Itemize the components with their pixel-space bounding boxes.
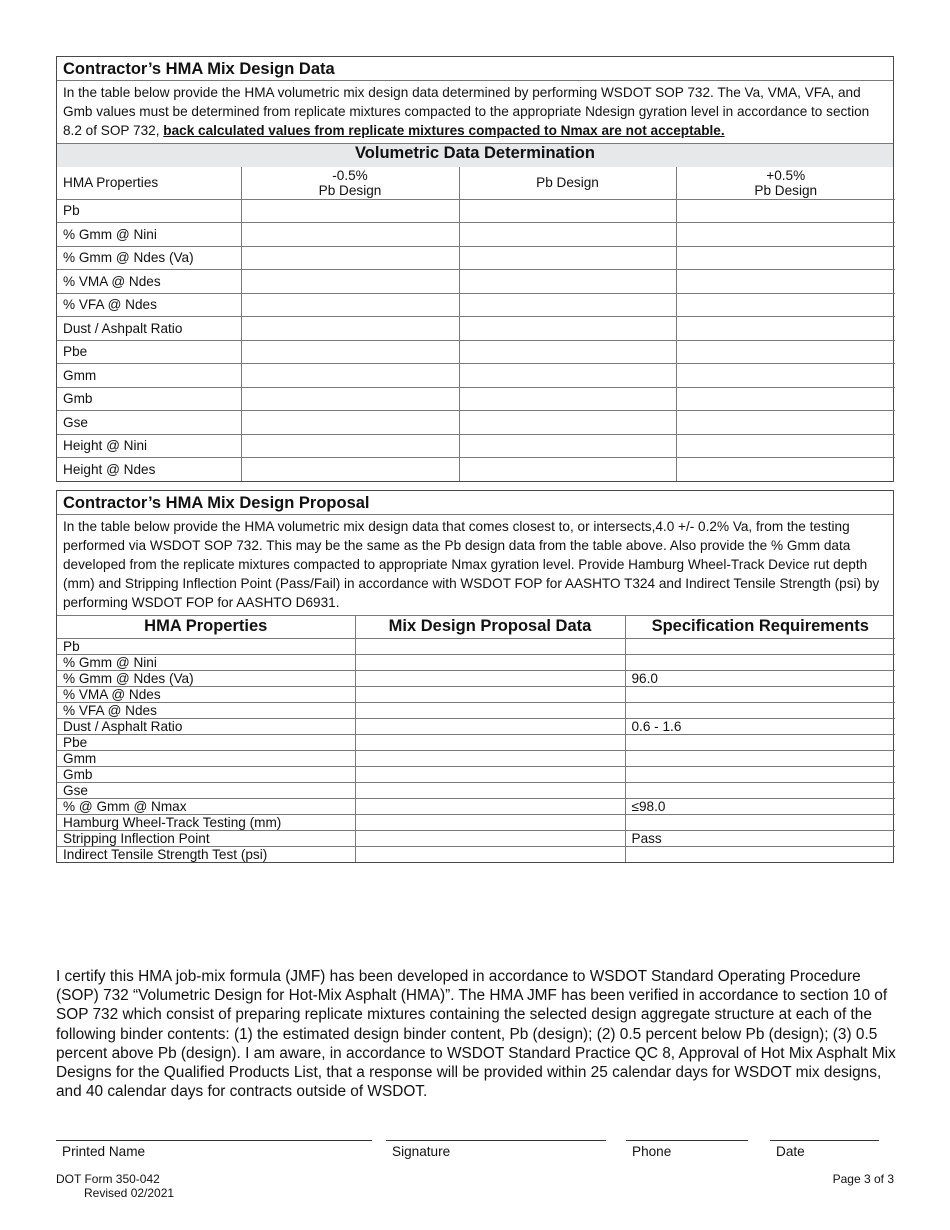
date-line[interactable]: [770, 1140, 879, 1141]
property-label: Gmm: [57, 750, 355, 766]
header-specification-requirements: Specification Requirements: [625, 616, 895, 638]
property-label: % Gmm @ Ndes (Va): [57, 246, 241, 270]
volumetric-row: [57, 270, 895, 294]
page-number: Page 3 of 3: [832, 1172, 894, 1186]
header-minus-half-pb: -0.5% Pb Design: [241, 167, 459, 199]
property-label: Hamburg Wheel-Track Testing (mm): [57, 814, 355, 830]
minus-half-pb-cell[interactable]: [241, 293, 459, 317]
plus-half-pb-cell[interactable]: [676, 387, 895, 411]
volumetric-data-band: Volumetric Data Determination: [57, 143, 893, 167]
volumetric-row: [57, 223, 895, 247]
proposal-header-row: [57, 616, 895, 638]
proposal-row: [57, 718, 895, 734]
proposal-data-cell[interactable]: [355, 814, 625, 830]
specification-cell: [625, 782, 895, 798]
proposal-data-cell[interactable]: [355, 798, 625, 814]
plus-half-pb-cell[interactable]: [676, 270, 895, 294]
mix-design-proposal-section: [56, 490, 894, 863]
mix-design-data-instructions: In the table below provide the HMA volumetric mix design data determined by performing WSDOT SOP 732. The Va, VMA, VFA, and Gmb values must be determined from replicate mixtures compacted to the appropriate Ndesign gyration level in accordance to section 8.2 of SOP 732, back calculated values from replicate mixtures compacted to Nmax are not acceptable.: [63, 85, 870, 138]
volumetric-row: [57, 340, 895, 364]
printed-name-line[interactable]: [56, 1140, 372, 1141]
header-hma-properties: HMA Properties: [57, 167, 241, 199]
proposal-row: [57, 846, 895, 862]
specification-cell: [625, 734, 895, 750]
proposal-row: [57, 638, 895, 654]
plus-half-pb-cell[interactable]: [676, 246, 895, 270]
proposal-data-cell[interactable]: [355, 718, 625, 734]
proposal-row: [57, 670, 895, 686]
proposal-row: [57, 654, 895, 670]
property-label: Pb: [57, 638, 355, 654]
specification-cell: Pass: [625, 830, 895, 846]
property-label: Stripping Inflection Point: [57, 830, 355, 846]
phone-label: Phone: [632, 1144, 672, 1159]
property-label: Indirect Tensile Strength Test (psi): [57, 846, 355, 862]
specification-cell: 0.6 - 1.6: [625, 718, 895, 734]
property-label: Gse: [57, 782, 355, 798]
pb-design-cell[interactable]: [459, 458, 676, 482]
property-label: % Gmm @ Nini: [57, 654, 355, 670]
property-label: % Gmm @ Nini: [57, 223, 241, 247]
minus-half-pb-cell[interactable]: [241, 270, 459, 294]
plus-half-pb-cell[interactable]: [676, 434, 895, 458]
pb-design-cell[interactable]: [459, 340, 676, 364]
property-label: % VMA @ Ndes: [57, 270, 241, 294]
proposal-data-cell[interactable]: [355, 750, 625, 766]
property-label: Pbe: [57, 340, 241, 364]
proposal-row: [57, 814, 895, 830]
section-title-mix-design-proposal: Contractor’s HMA Mix Design Proposal: [57, 491, 893, 515]
property-label: % @ Gmm @ Nmax: [57, 798, 355, 814]
mix-design-proposal-instructions: In the table below provide the HMA volumetric mix design data that comes closest to, or intersects,4.0 +/- 0.2% Va, from the testing performed via WSDOT SOP 732. This may be the same as the Pb design data from the table above. Also provide the % Gmm data developed from the replicate mixtures compacted to appropriate Nmax gyration level. Provide Hamburg Wheel-Track Device rut depth (mm) and Stripping Inflection Point (Pass/Fail) in accordance with WSDOT FOP for AASHTO T324 and Indirect Tensile Strength (psi) by performing WSDOT FOP for AASHTO D6931.: [57, 515, 893, 616]
volumetric-row: [57, 246, 895, 270]
property-label: Gse: [57, 411, 241, 435]
proposal-data-cell[interactable]: [355, 638, 625, 654]
proposal-row: [57, 686, 895, 702]
property-label: Height @ Ndes: [57, 458, 241, 482]
plus-half-pb-cell[interactable]: [676, 199, 895, 223]
pb-design-cell[interactable]: [459, 223, 676, 247]
pb-design-cell[interactable]: [459, 434, 676, 458]
proposal-row: [57, 766, 895, 782]
plus-half-pb-cell[interactable]: [676, 223, 895, 247]
header-plus-half-pb: +0.5% Pb Design: [676, 167, 895, 199]
proposal-row: [57, 750, 895, 766]
plus-half-pb-cell[interactable]: [676, 411, 895, 435]
minus-half-pb-cell[interactable]: [241, 434, 459, 458]
specification-cell: [625, 638, 895, 654]
proposal-data-cell[interactable]: [355, 734, 625, 750]
minus-half-pb-cell[interactable]: [241, 411, 459, 435]
pb-design-cell[interactable]: [459, 411, 676, 435]
specification-cell: [625, 686, 895, 702]
minus-half-pb-cell[interactable]: [241, 364, 459, 388]
volumetric-row: [57, 411, 895, 435]
volumetric-data-table: [57, 167, 895, 481]
proposal-data-cell[interactable]: [355, 830, 625, 846]
property-label: % VMA @ Ndes: [57, 686, 355, 702]
volumetric-row: [57, 434, 895, 458]
proposal-data-cell[interactable]: [355, 846, 625, 862]
header-mix-design-proposal-data: Mix Design Proposal Data: [355, 616, 625, 638]
proposal-data-cell[interactable]: [355, 782, 625, 798]
specification-cell: [625, 702, 895, 718]
header-pb-design: Pb Design: [459, 167, 676, 199]
pb-design-cell[interactable]: [459, 317, 676, 341]
volumetric-row: [57, 199, 895, 223]
certification-statement: I certify this HMA job-mix formula (JMF) has been developed in accordance to WSDOT Standard Operating Procedure (SOP) 732 “Volumetric Design for Hot-Mix Asphalt (HMA)”. The HMA JMF has been verified in accordance to section 10 of SOP 732 which consist of preparing replicate mixtures containing the selected design aggregate structure at each of the following binder contents: (1) the estimated design binder content, Pb (design); (2) 0.5 percent below Pb (design); (3) 0.5 percent above Pb (design). I am aware, in accordance to WSDOT Standard Practice QC 8, Approval of Hot Mix Asphalt Mix Designs for the Qualified Products List, that a response will be provided within 25 calendar days for WSDOT mix designs, and 40 calendar days for contracts outside of WSDOT.: [56, 968, 896, 1101]
specification-cell: [625, 766, 895, 782]
minus-half-pb-cell[interactable]: [241, 317, 459, 341]
signature-label: Signature: [392, 1144, 451, 1159]
minus-half-pb-cell[interactable]: [241, 458, 459, 482]
revision-date: Revised 02/2021: [84, 1186, 175, 1200]
proposal-data-cell[interactable]: [355, 670, 625, 686]
specification-cell: [625, 750, 895, 766]
proposal-row: [57, 734, 895, 750]
property-label: % Gmm @ Ndes (Va): [57, 670, 355, 686]
proposal-data-cell[interactable]: [355, 766, 625, 782]
volumetric-row: [57, 387, 895, 411]
volumetric-row: [57, 317, 895, 341]
minus-half-pb-cell[interactable]: [241, 223, 459, 247]
minus-half-pb-cell[interactable]: [241, 246, 459, 270]
specification-cell: [625, 814, 895, 830]
minus-half-pb-cell[interactable]: [241, 387, 459, 411]
mix-design-data-section: [56, 56, 894, 482]
plus-half-pb-cell[interactable]: [676, 364, 895, 388]
phone-line[interactable]: [626, 1140, 748, 1141]
property-label: Gmb: [57, 387, 241, 411]
proposal-data-cell[interactable]: [355, 702, 625, 718]
nmax-warning: back calculated values from replicate mixtures compacted to Nmax are not acceptable.: [163, 123, 725, 138]
property-label: Height @ Nini: [57, 434, 241, 458]
plus-half-pb-cell[interactable]: [676, 340, 895, 364]
proposal-row: [57, 782, 895, 798]
form-number: DOT Form 350-042: [56, 1172, 160, 1186]
plus-half-pb-cell[interactable]: [676, 458, 895, 482]
date-label: Date: [776, 1144, 805, 1159]
proposal-row: [57, 830, 895, 846]
pb-design-cell[interactable]: [459, 364, 676, 388]
plus-half-pb-cell[interactable]: [676, 317, 895, 341]
volumetric-header-row: [57, 167, 895, 199]
specification-cell: [625, 654, 895, 670]
property-label: Gmm: [57, 364, 241, 388]
volumetric-row: [57, 458, 895, 482]
printed-name-label: Printed Name: [62, 1144, 146, 1159]
property-label: Pb: [57, 199, 241, 223]
volumetric-row: [57, 364, 895, 388]
minus-half-pb-cell[interactable]: [241, 340, 459, 364]
pb-design-cell[interactable]: [459, 293, 676, 317]
proposal-row: [57, 702, 895, 718]
proposal-row: [57, 798, 895, 814]
pb-design-cell[interactable]: [459, 270, 676, 294]
pb-design-cell[interactable]: [459, 199, 676, 223]
specification-cell: [625, 846, 895, 862]
specification-cell: ≤98.0: [625, 798, 895, 814]
property-label: Dust / Ashpalt Ratio: [57, 317, 241, 341]
property-label: % VFA @ Ndes: [57, 702, 355, 718]
section-title-mix-design-data: Contractor’s HMA Mix Design Data: [57, 57, 893, 81]
header-hma-properties: HMA Properties: [57, 616, 355, 638]
mix-design-proposal-table: [57, 616, 895, 862]
proposal-data-cell[interactable]: [355, 654, 625, 670]
specification-cell: 96.0: [625, 670, 895, 686]
property-label: Gmb: [57, 766, 355, 782]
property-label: Pbe: [57, 734, 355, 750]
property-label: % VFA @ Ndes: [57, 293, 241, 317]
volumetric-row: [57, 293, 895, 317]
pb-design-cell[interactable]: [459, 246, 676, 270]
proposal-data-cell[interactable]: [355, 686, 625, 702]
property-label: Dust / Asphalt Ratio: [57, 718, 355, 734]
signature-line[interactable]: [386, 1140, 606, 1141]
pb-design-cell[interactable]: [459, 387, 676, 411]
plus-half-pb-cell[interactable]: [676, 293, 895, 317]
minus-half-pb-cell[interactable]: [241, 199, 459, 223]
